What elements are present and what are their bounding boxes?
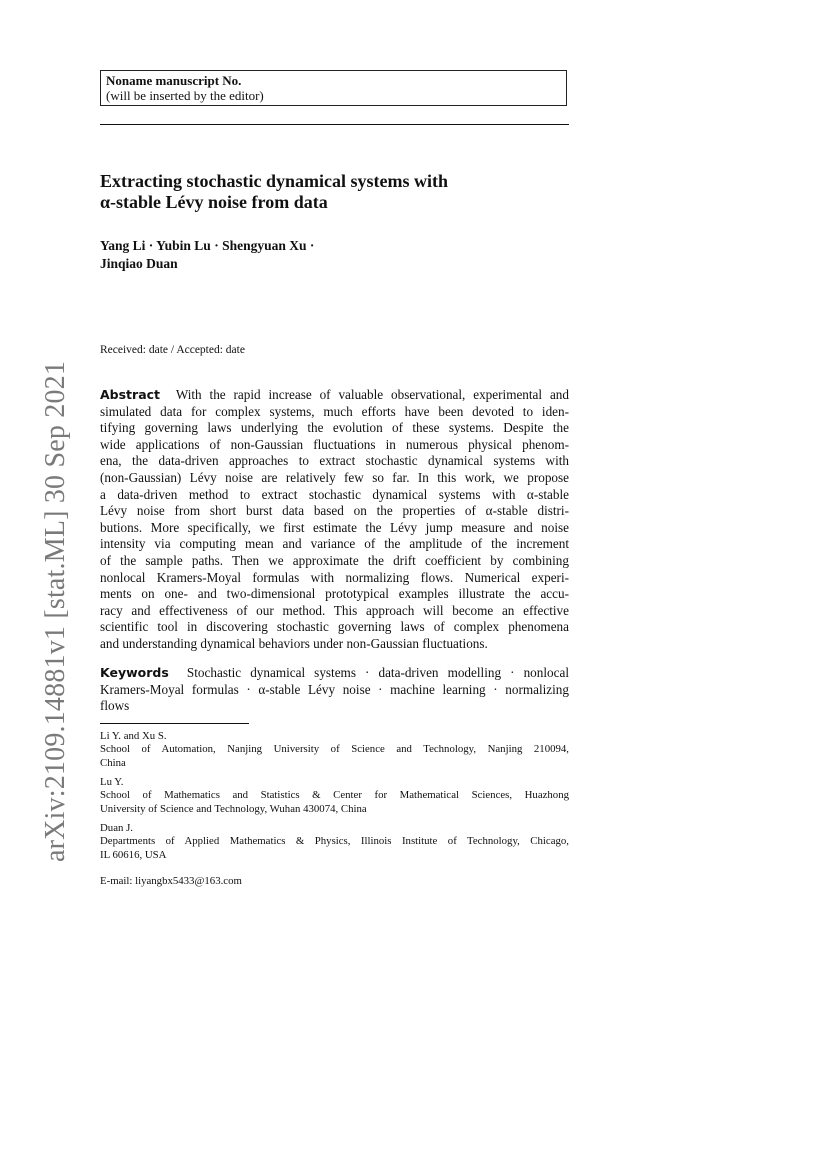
contact-email bbox=[100, 875, 569, 888]
abstract-line: racy and effectiveness of our method. This approach will become an effective bbox=[100, 602, 569, 618]
abstract-label: Abstract bbox=[100, 387, 161, 402]
keywords-line: Stochastic dynamical systems · data-driven modelling · nonlocal bbox=[186, 665, 569, 680]
affiliation-block bbox=[100, 776, 569, 816]
title-line-1: Extracting stochastic dynamical systems with bbox=[100, 171, 448, 191]
editor-note-box bbox=[100, 70, 567, 106]
affiliation-line: University of Science and Technology, Wuhan 430074, China bbox=[100, 802, 367, 815]
affiliation-line: IL 60616, USA bbox=[100, 848, 167, 861]
manuscript-number: Noname manuscript No. bbox=[106, 73, 242, 88]
title-line-2: α-stable Lévy noise from data bbox=[100, 192, 328, 212]
abstract-line: ena, the data-driven approaches to extract stochastic dynamical systems with bbox=[100, 453, 569, 469]
affiliation-name: Lu Y. bbox=[100, 776, 124, 788]
authors-line-1: Yang Li · Yubin Lu · Shengyuan Xu · bbox=[100, 238, 315, 253]
email-text: E-mail: liyangbx5433@163.com bbox=[100, 875, 242, 887]
affiliation-line: Departments of Applied Mathematics & Physics, Illinois Institute of Technology, Chicago, bbox=[100, 835, 569, 848]
authors-line-2: Jinqiao Duan bbox=[100, 256, 178, 271]
keywords-line: flows bbox=[100, 698, 130, 714]
abstract-line: and understanding dynamical behaviors under non-Gaussian fluctuations. bbox=[100, 635, 488, 651]
abstract-line: Lévy noise from short burst data based on the properties of α-stable distri- bbox=[100, 503, 569, 519]
keywords-label: Keywords bbox=[100, 665, 169, 680]
abstract bbox=[100, 387, 569, 653]
affiliation-line: School of Automation, Nanjing University of Science and Technology, Nanjing 210094, bbox=[100, 743, 569, 756]
header-rule bbox=[100, 124, 569, 125]
affiliation-name: Duan J. bbox=[100, 822, 133, 834]
paper-title bbox=[100, 171, 570, 213]
arxiv-identifier: arXiv:2109.14881v1 [stat.ML] 30 Sep 2021 bbox=[40, 360, 71, 862]
abstract-line: intensity via computing mean and variance of the amplitude of the increment bbox=[100, 536, 569, 552]
abstract-line: simulated data for complex systems, much efforts have been devoted to iden- bbox=[100, 403, 569, 419]
footnote-rule bbox=[100, 723, 249, 724]
abstract-line: wide applications of non-Gaussian fluctuations in numerous physical phenom- bbox=[100, 436, 569, 452]
affiliation-name: Li Y. and Xu S. bbox=[100, 730, 167, 742]
affiliation-block bbox=[100, 822, 569, 862]
keywords-line: Kramers-Moyal formulas · α-stable Lévy noise · machine learning · normalizing bbox=[100, 681, 569, 697]
affiliation-line: School of Mathematics and Statistics & Center for Mathematical Sciences, Huazhong bbox=[100, 789, 569, 802]
abstract-line: a data-driven method to extract stochastic dynamical systems with α-stable bbox=[100, 486, 569, 502]
abstract-line: With the rapid increase of valuable observational, experimental and bbox=[175, 387, 569, 402]
received-date: Received: date / Accepted: date bbox=[100, 344, 245, 356]
editor-note: (will be inserted by the editor) bbox=[106, 88, 264, 103]
author-list bbox=[100, 237, 570, 273]
affiliation-line: China bbox=[100, 756, 126, 769]
keywords bbox=[100, 665, 569, 715]
abstract-line: nonlocal Kramers-Moyal formulas with normalizing flows. Numerical experi- bbox=[100, 569, 569, 585]
abstract-line: (non-Gaussian) Lévy noise are relatively few so far. In this work, we propose bbox=[100, 469, 569, 485]
abstract-line: tifying governing laws underlying the evolution of these systems. Despite the bbox=[100, 420, 569, 436]
abstract-line: ments on one- and two-dimensional prototypical examples illustrate the accu- bbox=[100, 586, 569, 602]
affiliation-block bbox=[100, 730, 569, 770]
abstract-line: scientific tool in discovering stochastic governing laws of complex phenomena bbox=[100, 619, 569, 635]
abstract-line: butions. More specifically, we first estimate the Lévy jump measure and noise bbox=[100, 519, 569, 535]
abstract-line: of the sample paths. Then we approximate the drift coefficient by combining bbox=[100, 552, 569, 568]
